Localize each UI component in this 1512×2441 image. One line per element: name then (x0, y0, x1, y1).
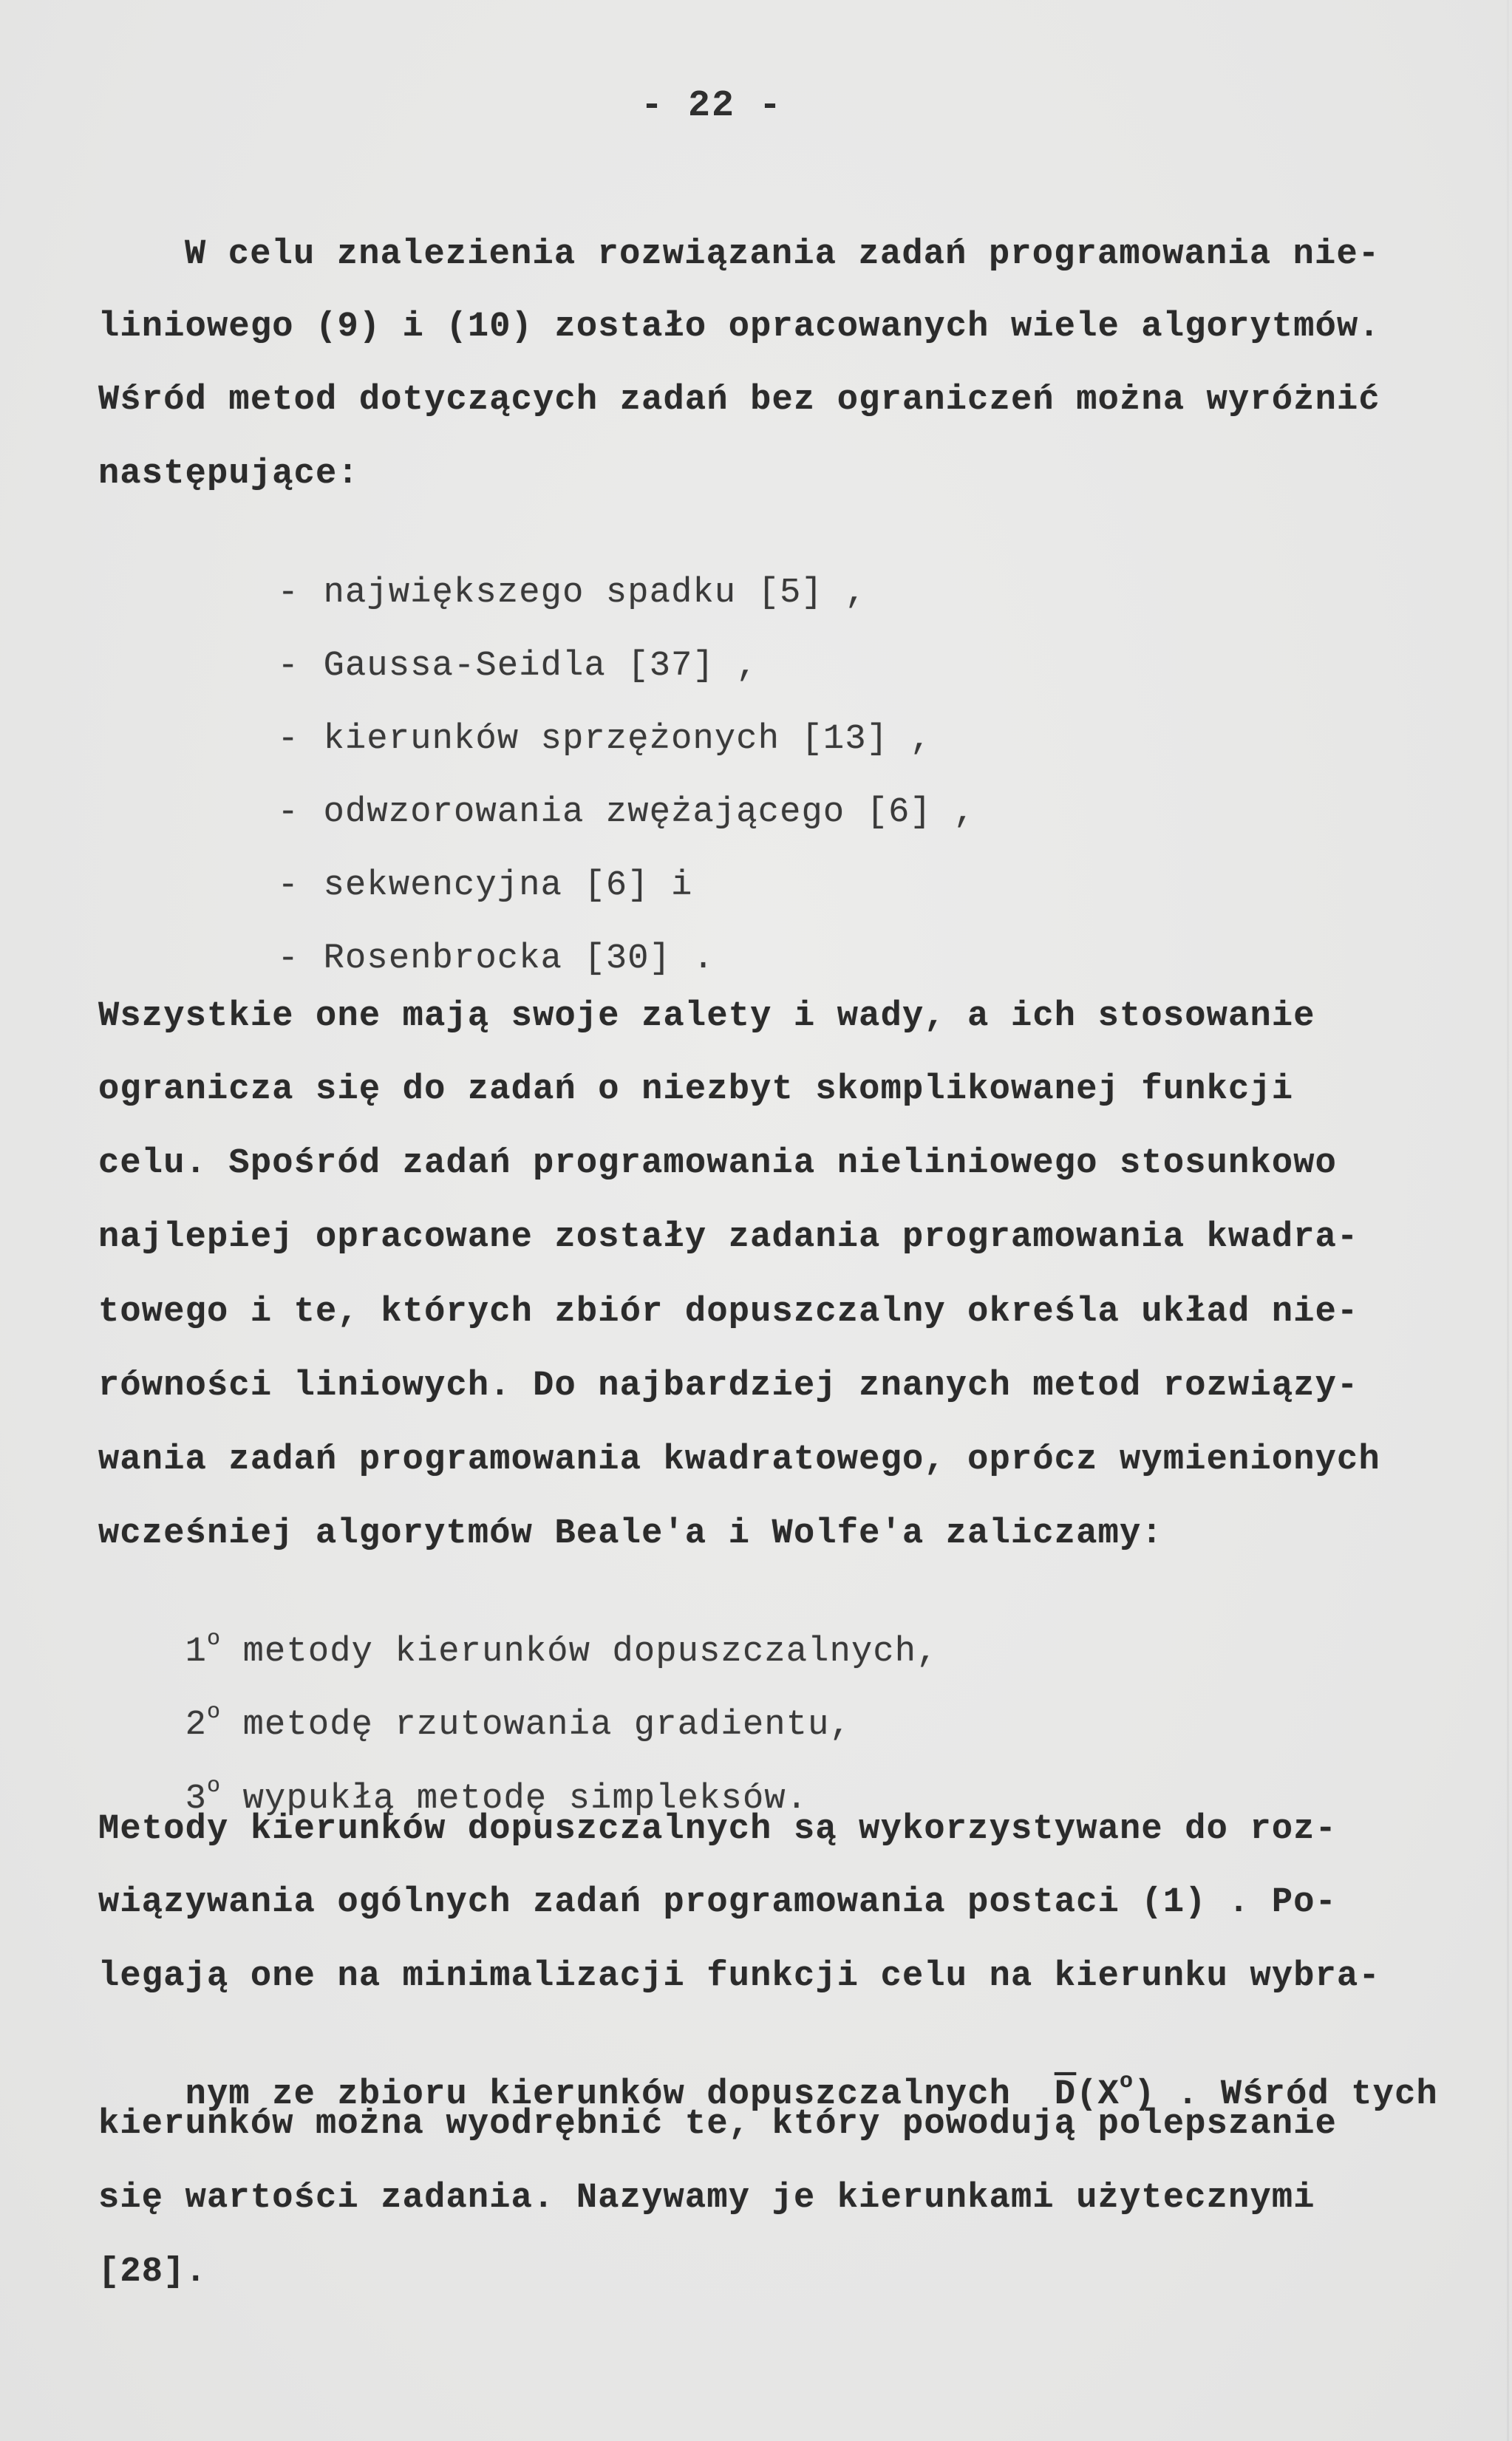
degree-mark: o (207, 1774, 222, 1799)
superscript-zero: o (1120, 2069, 1134, 2094)
enum-text: metodę rzutowania gradientu, (242, 1706, 851, 1745)
list-bullet: - (277, 866, 300, 905)
paragraph-line: kierunków można wyodrębnić te, który powodują polepszanie (98, 2105, 1338, 2144)
list-item-text: odwzorowania zwężającego [6] , (323, 793, 975, 832)
paragraph-line: towego i te, których zbiór dopuszczalny określa układ nie- (98, 1293, 1359, 1332)
enum-text: wypukłą metodę simpleksów. (242, 1780, 808, 1819)
paragraph-line: Wszystkie one mają swoje zalety i wady, a ich stosowanie (98, 997, 1315, 1036)
degree-mark: o (207, 1700, 222, 1725)
enum-number: 1 (185, 1633, 208, 1672)
list-bullet: - (277, 720, 300, 759)
paragraph-line: ogranicza się do zadań o niezbyt skomplikowanej funkcji (98, 1070, 1294, 1109)
paragraph-line: najlepiej opracowane zostały zadania programowania kwadra- (98, 1218, 1359, 1257)
intro-line-4: następujące: (98, 455, 359, 494)
paragraph-line: wcześniej algorytmów Beale'a i Wolfe'a zaliczamy: (98, 1514, 1163, 1553)
formula-paren: (X (1076, 2075, 1120, 2114)
degree-mark: o (207, 1627, 222, 1652)
paragraph-line: równości liniowych. Do najbardziej znanych metod rozwiązy- (98, 1366, 1359, 1406)
list-item-text: kierunków sprzężonych [13] , (323, 720, 932, 759)
list-bullet: - (277, 647, 300, 686)
list-item-text: największego spadku [5] , (323, 573, 867, 613)
list-item-text: sekwencyjna [6] i (323, 866, 693, 905)
intro-line-2: liniowego (9) i (10) zostało opracowanych wiele algorytmów. (98, 307, 1380, 347)
intro-line-1: W celu znalezienia rozwiązania zadań programowania nie- (185, 235, 1380, 274)
paragraph-line: legają one na minimalizacji funkcji celu na kierunku wybra- (98, 1957, 1380, 1996)
list-bullet: - (277, 793, 300, 832)
page-edge (1507, 0, 1509, 2441)
enum-number: 2 (185, 1706, 208, 1745)
list-item-text: Gaussa-Seidla [37] , (323, 647, 758, 686)
paragraph-line: Metody kierunków dopuszczalnych są wykorzystywane do roz- (98, 1810, 1338, 1849)
paragraph-line-reference: [28]. (98, 2253, 208, 2292)
formula-suffix: ) . Wśród tych (1134, 2075, 1438, 2114)
list-item-text: Rosenbrocka [30] . (323, 939, 715, 978)
paragraph-line: wiązywania ogólnych zadań programowania postaci (1) . Po- (98, 1883, 1338, 1922)
list-bullet: - (277, 939, 300, 978)
paragraph-line: celu. Spośród zadań programowania nieliniowego stosunkowo (98, 1144, 1338, 1183)
formula-prefix: nym ze zbioru kierunków dopuszczalnych (185, 2075, 1055, 2114)
enum-text: metody kierunków dopuszczalnych, (242, 1633, 939, 1672)
paragraph-line: wania zadań programowania kwadratowego, oprócz wymienionych (98, 1440, 1380, 1480)
page-number: - 22 - (640, 85, 783, 127)
intro-line-3: Wśród metod dotyczących zadań bez ograniczeń można wyróżnić (98, 381, 1380, 420)
list-bullet: - (277, 573, 300, 613)
enum-number: 3 (185, 1780, 208, 1819)
paragraph-line: się wartości zadania. Nazywamy je kierunkami użytecznymi (98, 2179, 1315, 2218)
set-symbol-d-bar: $\overline{D}$ (1054, 2075, 1077, 2114)
